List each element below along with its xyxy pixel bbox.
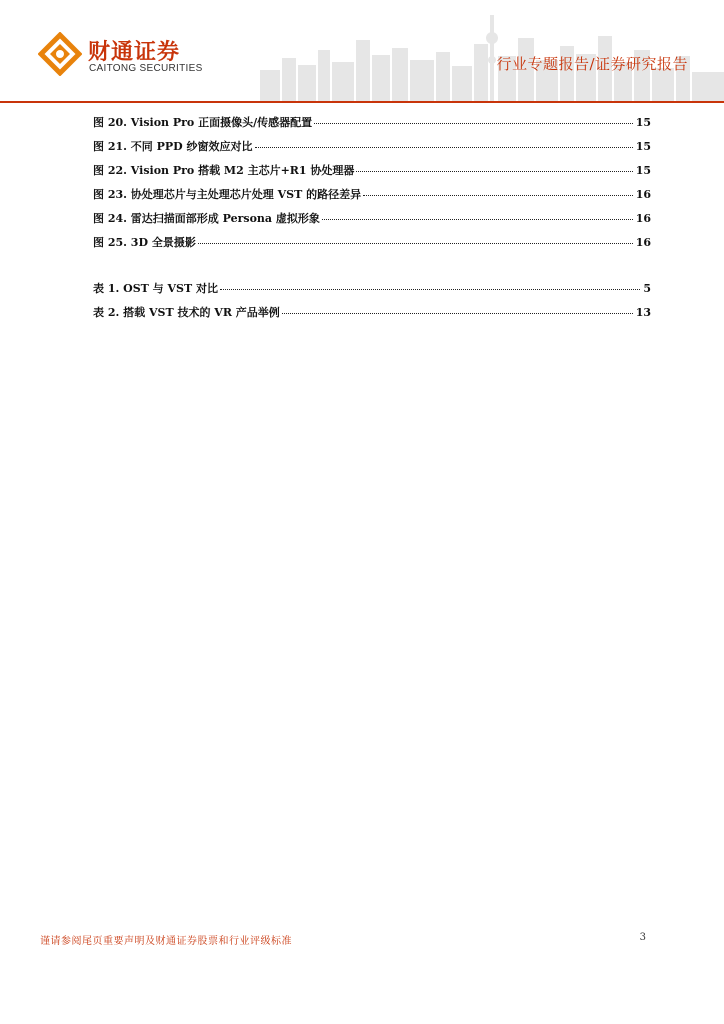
toc-entry-page: 16 bbox=[635, 188, 651, 201]
toc-entry-figure-22[interactable] bbox=[93, 162, 651, 186]
toc-leader-dots bbox=[322, 211, 633, 220]
toc-entry-label: 图 23. 协处理芯片与主处理芯片处理 VST 的路径差异 bbox=[93, 188, 362, 201]
logo-chinese-name: 财通证券 bbox=[88, 40, 181, 65]
footer-disclaimer: 谨请参阅尾页重要声明及财通证券股票和行业评级标准 bbox=[40, 936, 292, 947]
toc-entry-label: 图 21. 不同 PPD 纱窗效应对比 bbox=[93, 140, 253, 153]
toc-entry-figure-25[interactable] bbox=[93, 234, 651, 258]
toc-leader-dots bbox=[198, 235, 633, 244]
toc-leader-dots bbox=[220, 281, 640, 290]
toc-leader-dots bbox=[356, 163, 632, 172]
toc-entry-figure-21[interactable] bbox=[93, 138, 651, 162]
toc-entry-page: 15 bbox=[635, 140, 651, 153]
toc-entry-page: 15 bbox=[635, 164, 651, 177]
toc-section-gap bbox=[93, 258, 651, 280]
toc-entry-page: 13 bbox=[635, 306, 651, 319]
toc-entry-page: 5 bbox=[643, 282, 651, 295]
toc-entry-figure-20[interactable] bbox=[93, 114, 651, 138]
caitong-logo-icon bbox=[38, 32, 82, 76]
toc-leader-dots bbox=[255, 139, 633, 148]
toc-entry-figure-24[interactable] bbox=[93, 210, 651, 234]
toc-entry-page: 16 bbox=[635, 236, 651, 249]
toc-entry-page: 15 bbox=[635, 116, 651, 129]
logo-english-name: CAITONG SECURITIES bbox=[89, 63, 203, 74]
header-divider bbox=[0, 101, 724, 103]
toc-entry-label: 表 2. 搭载 VST 技术的 VR 产品举例 bbox=[93, 306, 280, 319]
toc-entry-table-2[interactable] bbox=[93, 304, 651, 328]
toc-entry-table-1[interactable] bbox=[93, 280, 651, 304]
toc-leader-dots bbox=[282, 305, 633, 314]
toc-entry-label: 图 25. 3D 全景摄影 bbox=[93, 236, 196, 249]
toc-leader-dots bbox=[314, 115, 633, 124]
page-header bbox=[0, 0, 724, 105]
toc-entry-label: 表 1. OST 与 VST 对比 bbox=[93, 282, 219, 295]
report-type-title: 行业专题报告/证券研究报告 bbox=[496, 55, 688, 73]
toc-entry-page: 16 bbox=[635, 212, 651, 225]
toc-entry-label: 图 22. Vision Pro 搭载 M2 主芯片+R1 协处理器 bbox=[93, 164, 355, 177]
toc-leader-dots bbox=[363, 187, 633, 196]
toc-entry-label: 图 24. 雷达扫描面部形成 Persona 虚拟形象 bbox=[93, 212, 320, 225]
page-number: 3 bbox=[639, 932, 646, 943]
toc-entry-figure-23[interactable] bbox=[93, 186, 651, 210]
toc-entry-label: 图 20. Vision Pro 正面摄像头/传感器配置 bbox=[93, 116, 313, 129]
table-of-contents bbox=[93, 114, 651, 328]
